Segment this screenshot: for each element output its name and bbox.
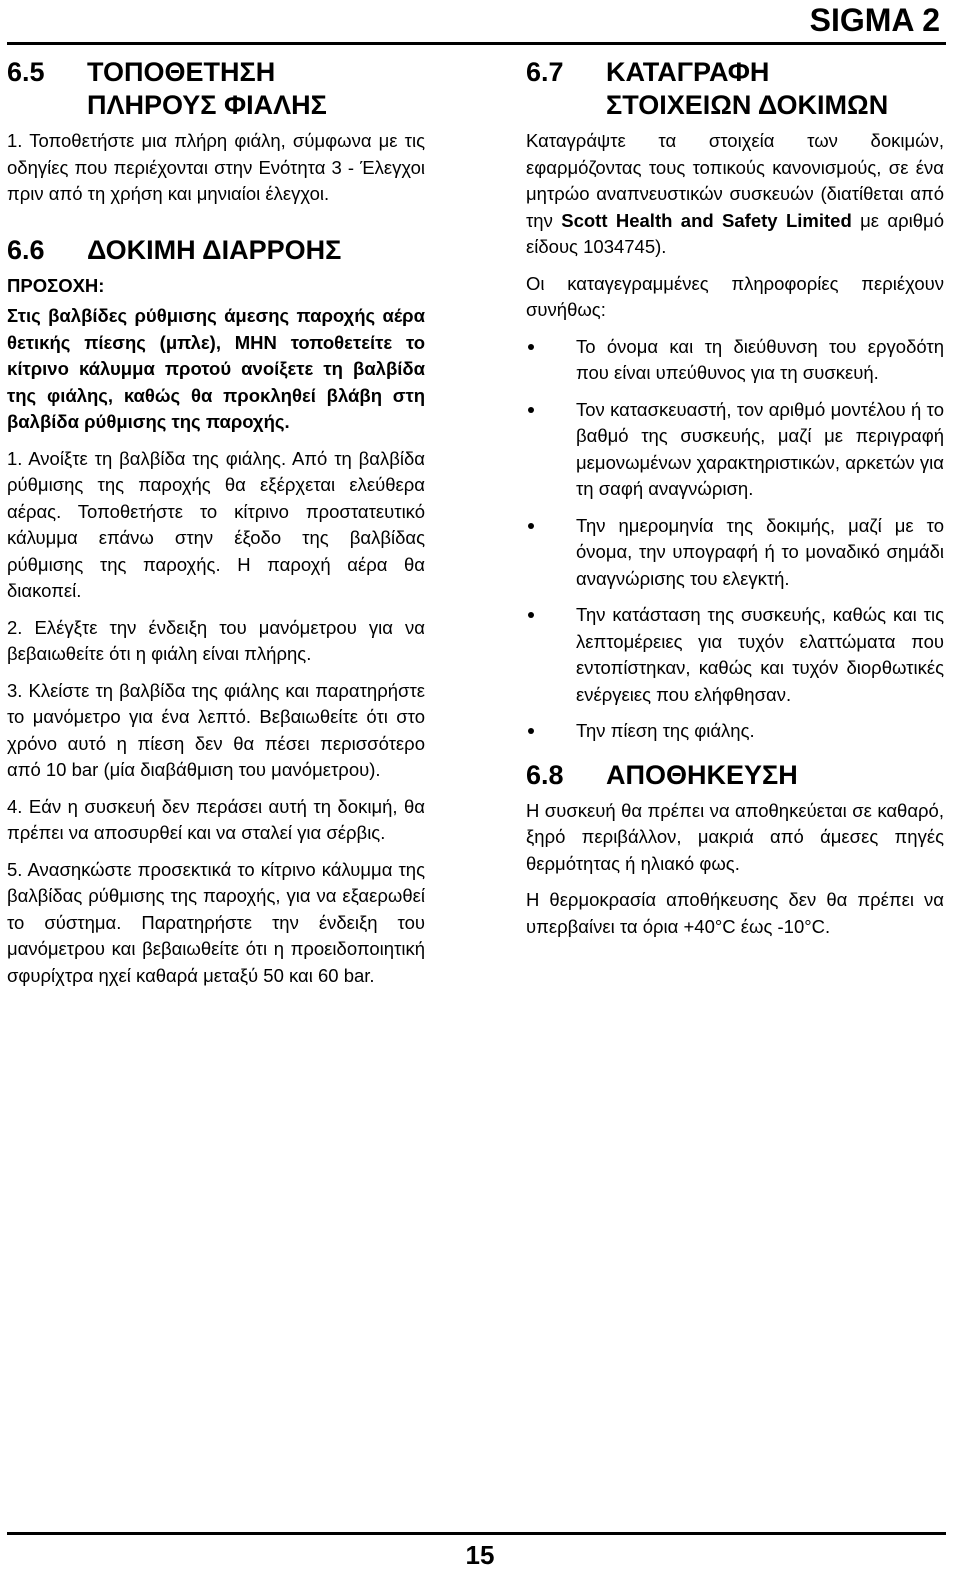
section-6-7-para1: Καταγράψτε τα στοιχεία των δοκιμών, εφαρμόζοντας τους τοπικούς κανονισμούς, σε ένα μητρώο αναπνευστικών συσκευών (διατίθεται από την Scott Health and Safety Limited με αριθμό είδους 1034745). (526, 130, 944, 257)
step-1: 1. Ανοίξτε τη βαλβίδα της φιάλης. Από τη βαλβίδα ρύθμισης της παροχής θα εξέρχεται ελεύθερα αέρας. Τοποθετήστε το κίτρινο προστατευτικό κάλυμμα επάνω στην έξοδο της βαλβίδας ρύθμισης της παροχής. Η παροχή αέρα θα διακοπεί. (7, 447, 425, 601)
bullet-icon (528, 407, 534, 413)
section-6-5-heading (7, 56, 425, 122)
section-6-8-para2: Η θερμοκρασία αποθήκευσης δεν θα πρέπει να υπερβαίνει τα όρια +40°C έως -10°C. (526, 889, 944, 937)
page-number: 15 (465, 1540, 495, 1570)
section-title-line1: ΤΟΠΟΘΕΤΗΣΗ (87, 57, 276, 87)
list-item: Το όνομα και τη διεύθυνση του εργοδότη που είναι υπεύθυνος για τη συσκευή. (526, 334, 944, 387)
header-rule (7, 42, 946, 45)
step-4: 4. Εάν η συσκευή δεν περάσει αυτή τη δοκιμή, θα πρέπει να αποσυρθεί και να σταλεί για σέρβις. (7, 795, 425, 843)
right-column (526, 56, 944, 950)
bullet-icon (528, 612, 534, 618)
list-item: Την πίεση της φιάλης. (526, 718, 944, 745)
section-6-8-para1: Η συσκευή θα πρέπει να αποθηκεύεται σε καθαρό, ξηρό περιβάλλον, μακριά από άμεσες πηγές θερμότητας ή ηλιακό φως. (526, 799, 944, 874)
company-name: Scott Health and Safety Limited (561, 209, 852, 231)
list-item: Τον κατασκευαστή, τον αριθμό μοντέλου ή το βαθμό της συσκευής, μαζί με περιγραφή μεμονωμένων χαρακτηριστικών, αρκετών για τη σαφή αναγνώριση. (526, 397, 944, 503)
section-title: ΑΠΟΘΗΚΕΥΣΗ (606, 759, 798, 790)
left-column (7, 56, 425, 999)
section-6-8-heading (526, 759, 944, 792)
caution-label: ΠΡΟΣΟΧΗ: (7, 274, 105, 296)
bullet-icon (528, 344, 534, 350)
section-title-line1: ΚΑΤΑΓΡΑΦΗ (606, 57, 770, 87)
header-title: SIGMA 2 (809, 2, 940, 38)
section-title-line2: ΣΤΟΙΧΕΙΩΝ ΔΟΚΙΜΩΝ (606, 90, 889, 120)
recorded-info-list (526, 334, 944, 745)
bullet-icon (528, 728, 534, 734)
step-2: 2. Ελέγξτε την ένδειξη του μανόμετρου για να βεβαιωθείτε ότι η φιάλη είναι πλήρης. (7, 616, 425, 664)
section-title: ΔΟΚΙΜΗ ΔΙΑΡΡΟΗΣ (87, 234, 342, 265)
caution-text: Στις βαλβίδες ρύθμισης άμεσης παροχής αέρα θετικής πίεσης (μπλε), ΜΗΝ τοποθετείτε το κίτρινο κάλυμμα προτού ανοίξετε τη βαλβίδα της φιάλης, καθώς θα προκληθεί βλάβη στη βαλβίδα ρύθμισης της παροχής. (7, 305, 425, 432)
step-5: 5. Ανασηκώστε προσεκτικά το κίτρινο κάλυμμα της βαλβίδας ρύθμισης της παροχής, για να εξαερωθεί το σύστημα. Παρατηρήστε την ένδειξη του μανόμετρου και βεβαιωθείτε ότι η προειδοποιητική σφυρίχτρα ηχεί καθαρά μεταξύ 50 και 60 bar. (7, 858, 425, 986)
section-title-line2: ΠΛΗΡΟΥΣ ΦΙΑΛΗΣ (87, 90, 327, 120)
section-6-6-heading (7, 234, 425, 267)
section-6-7-para2: Οι καταγεγραμμένες πληροφορίες περιέχουν συνήθως: (526, 272, 944, 320)
step-3: 3. Κλείστε τη βαλβίδα της φιάλης και παρατηρήστε το μανόμετρο για ένα λεπτό. Βεβαιωθείτε ότι στο χρόνο αυτό η πίεση δεν θα πέσει περισσότερο από 10 bar (μία διαβάθμιση του μανόμετρου). (7, 679, 425, 780)
section-number: 6.5 (7, 57, 45, 87)
section-number: 6.7 (526, 57, 564, 87)
list-item: Την κατάσταση της συσκευής, καθώς και τις λεπτομέρειες για τυχόν ελαττώματα που εντοπίστηκαν, καθώς και τυχόν διορθωτικές ενέργειες που ελήφθησαν. (526, 602, 944, 708)
footer-rule (7, 1532, 946, 1535)
bullet-icon (528, 523, 534, 529)
section-number: 6.8 (526, 759, 564, 790)
section-number: 6.6 (7, 234, 45, 265)
section-6-5-text: 1. Τοποθετήστε μια πλήρη φιάλη, σύμφωνα με τις οδηγίες που περιέχονται στην Ενότητα 3 - Έλεγχοι πριν από τη χρήση και μηνιαίοι έλεγχοι. (7, 130, 425, 204)
list-item: Την ημερομηνία της δοκιμής, μαζί με το όνομα, την υπογραφή ή το μοναδικό σημάδι αναγνώρισης του ελεγκτή. (526, 513, 944, 593)
section-6-7-heading (526, 56, 944, 122)
